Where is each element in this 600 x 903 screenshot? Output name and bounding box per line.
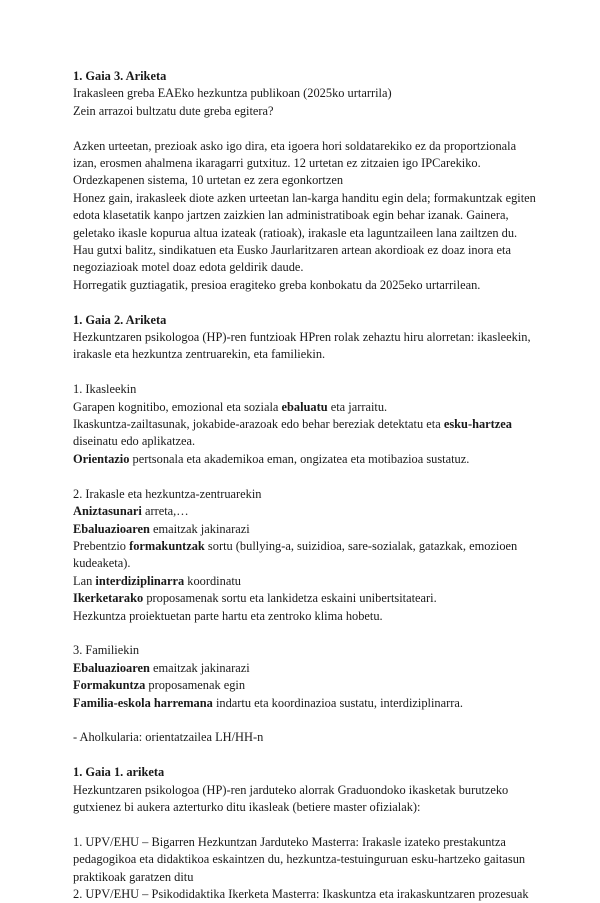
subsection-title: 2. Irakasle eta hezkuntza-zentruarekin [73,486,262,501]
list-item: 2. UPV/EHU – Psikodidaktika Ikerketa Masterra: Ikaskuntza eta irakaskuntzaren prozesuak [73,886,529,901]
subsection-title: 3. Familiekin [73,643,140,658]
list-line: Lan interdiziplinarra koordinatu [73,573,241,588]
section-heading-3: 1. Gaia 1. ariketa [73,765,165,780]
paragraph: Azken urteetan, prezioak asko igo dira, eta igoera hori soldatarekiko ez da proportzionala izan, erosmen ahalmena ikaragarri gutxituz. 12 urtetan ez zitzaien igo IPCarekiko. Ordezkapenen sistema, 10 urtetan ez zera egonkortzen [73,138,517,188]
list-line: Ebaluazioaren emaitzak jakinarazi [73,521,250,536]
list-line: Familia-eskola harremana indartu eta koordinazioa sustatu, interdiziplinarra. [73,695,463,710]
list-line: Formakuntza proposamenak egin [73,678,246,693]
list-line: Ikerketarako proposamenak sortu eta lankidetza eskaini unibertsitateari. [73,591,437,606]
list-item: 1. UPV/EHU – Bigarren Hezkuntzan Jarduteko Masterra: Irakasle izateko prestakuntza pedagogikoa eta didaktikoa eskaintzen du, hezkuntza-testuinguruan esku-hartzeko gaitasun praktikoak garatzen ditu [73,834,526,884]
list-line: Garapen kognitibo, emozional eta soziala ebaluatu eta jarraitu. [73,399,388,414]
section-heading-2: 1. Gaia 2. Ariketa [73,312,167,327]
paragraph: Hezkuntzaren psikologoa (HP)-ren funtzioak HPren rolak zehaztu hiru alorretan: ikasleekin, irakasle eta hezkuntza zentruarekin, eta familiekin. [73,330,531,362]
list-line: Prebentzio formakuntzak sortu (bullying-a, suizidioa, sare-sozialak, gatazkak, emozioen kudeaketa). [73,538,518,571]
paragraph: Horregatik guztiagatik, presioa eragiteko greba konbokatu da 2025eko urtarrilean. [73,277,481,292]
list-line: Orientazio pertsonala eta akademikoa eman, ongizatea eta motibazioa sustatuz. [73,451,470,466]
list-line: Aniztasunari arreta,… [73,504,189,519]
paragraph: Hezkuntzaren psikologoa (HP)-ren jarduteko alorrak Graduondoko ikasketak burutzeko gutxienez bi aukera azterturko ditu ikasleak (betiere master ofizialak): [73,782,509,814]
list-line: Ikaskuntza-zailtasunak, jokabide-arazoak edo behar bereziak detektatu eta esku-hartzea diseinatu edo aplikatzea. [73,417,512,449]
note-line: - Aholkularia: orientatzailea LH/HH-n [73,730,264,745]
subtitle-line: Irakasleen greba EAEko hezkuntza publikoan (2025ko urtarrila) [73,86,392,101]
paragraph: Honez gain, irakasleek diote azken urteetan lan-karga handitu egin dela; formakuntzak egiten edota klasetatik kanpo jartzen zaizkien lan administratiboak egin behar izanak. Gainera, geletako ikasle kopurua altua izateak (ratioak), irakasle eta laguntzaileen lana zailtzen du. Hau gutxi balitz, sindikatuen eta Eusko Jaurlaritzaren artean akordioak ez doaz inora eta negoziazioak motel doaz edota geldirik daude. [73,190,536,275]
subsection-title: 1. Ikasleekin [73,382,137,397]
question-line: Zein arrazoi bultzatu dute greba egitera? [73,103,274,118]
list-line: Hezkuntza proiektuetan parte hartu eta zentroko klima hobetu. [73,608,383,623]
section-heading-1: 1. Gaia 3. Ariketa [73,69,167,83]
list-line: Ebaluazioaren emaitzak jakinarazi [73,660,250,675]
